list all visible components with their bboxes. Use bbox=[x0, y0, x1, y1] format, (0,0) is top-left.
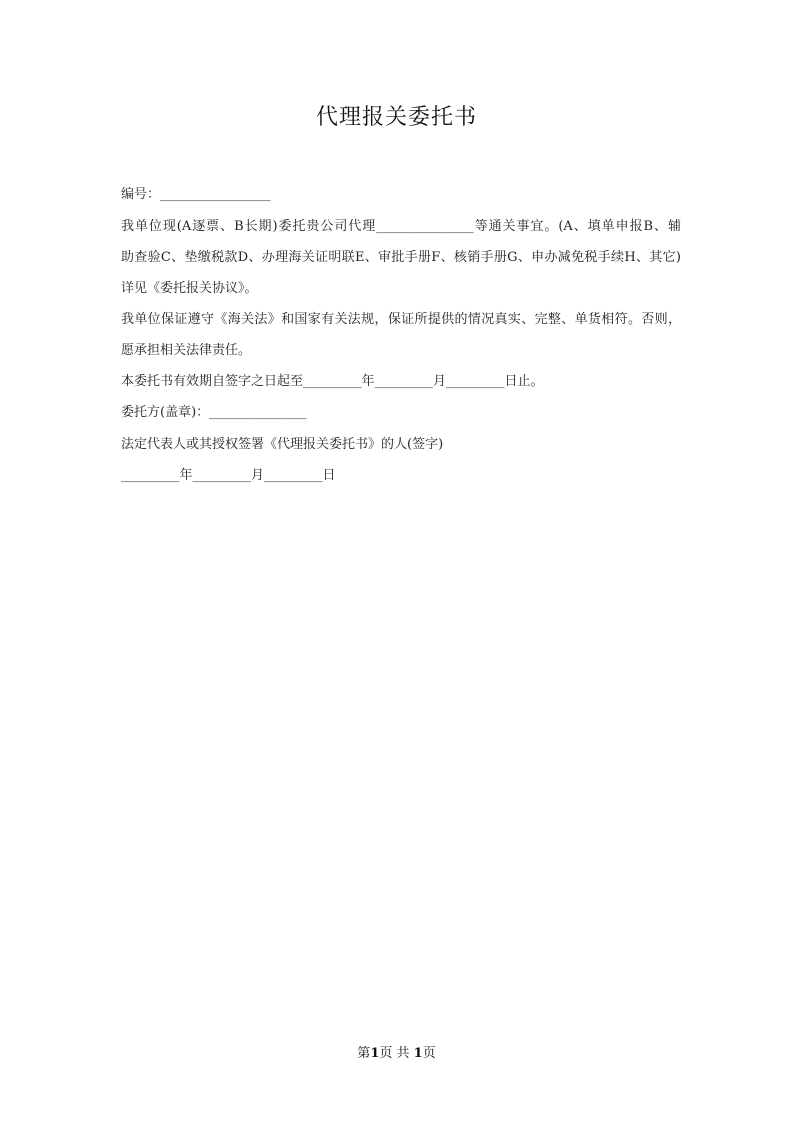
principal-seal-line: 委托方(盖章)：_______________ bbox=[121, 405, 307, 420]
page-footer bbox=[0, 1042, 793, 1061]
guarantee-paragraph-line-2: 愿承担相关法律责任。 bbox=[121, 343, 252, 358]
serial-number-line: 编号：_________________ bbox=[121, 187, 271, 202]
footer-middle: 页 共 bbox=[379, 1046, 410, 1061]
footer-total-pages: 1 bbox=[413, 1046, 423, 1061]
footer-suffix: 页 bbox=[422, 1046, 436, 1061]
entrust-paragraph-line-1: 我单位现(A逐票、B长期)委托贵公司代理_______________等通关事宜。(A、填单申报B、辅 bbox=[121, 219, 681, 234]
signature-date-line: _________年_________月_________日 bbox=[121, 468, 336, 483]
legal-representative-signature-line: 法定代表人或其授权签署《代理报关委托书》的人(签字) bbox=[121, 437, 444, 452]
footer-current-page: 1 bbox=[370, 1046, 380, 1061]
entrust-paragraph-line-2: 助查验C、垫缴税款D、办理海关证明联E、审批手册F、核销手册G、申办减免税手续H、其它) bbox=[121, 250, 681, 265]
footer-prefix: 第 bbox=[357, 1046, 371, 1061]
guarantee-paragraph-line-1: 我单位保证遵守《海关法》和国家有关法规，保证所提供的情况真实、完整、单货相符。否则， bbox=[121, 312, 681, 327]
validity-period-line: 本委托书有效期自签字之日起至_________年_________月_________日止。 bbox=[121, 374, 544, 389]
document-title: 代理报关委托书 bbox=[315, 105, 477, 130]
entrust-paragraph-line-3: 详见《委托报关协议》。 bbox=[121, 281, 258, 296]
